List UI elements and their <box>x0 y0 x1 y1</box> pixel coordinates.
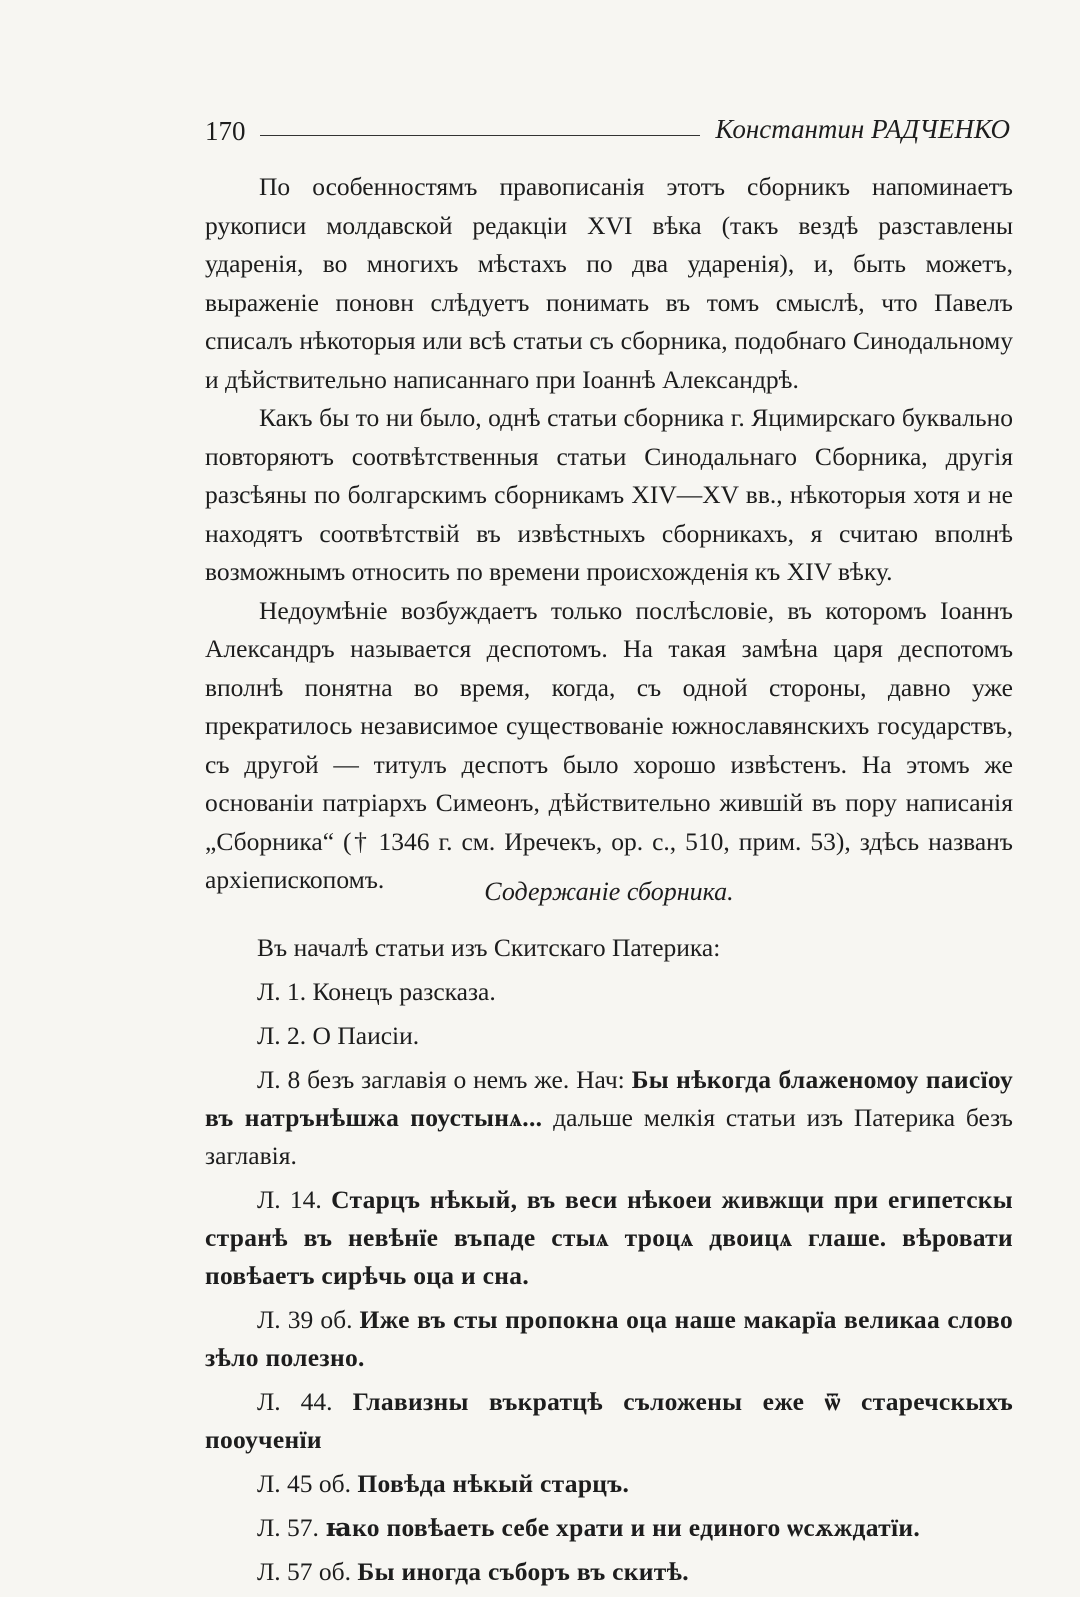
running-title-author: Константин РАДЧЕНКО <box>715 114 1010 144</box>
contents-entry <box>205 1465 1013 1503</box>
entry-tail: дальше мелкія статьи изъ Патерика безъ заглавія. <box>205 1103 1013 1170</box>
running-header <box>205 108 1010 148</box>
leaf-ref: Л. 39 об. <box>257 1305 353 1334</box>
entry-text: Конецъ разсказа. <box>312 977 496 1006</box>
main-text <box>205 168 1013 900</box>
leaf-ref: Л. 2. <box>257 1021 307 1050</box>
slavonic-title: Повѣда нѣкый старцъ. <box>357 1469 630 1498</box>
paragraph-despot: Недоумѣніе возбуждаетъ только послѣсловіе, въ которомъ Іоаннъ Александръ называется деспотомъ. На такая замѣна царя деспотомъ вполнѣ понятна во время, когда, съ одной стороны, давно уже прекратилось независимое существованіе южнославянскихъ государствъ, съ другой — титулъ деспотъ было хорошо извѣстенъ. На этомъ же основаніи патріархъ Симеонъ, дѣйствительно жившій въ пору написанія „Сборника“ († 1346 г. см. Иречекъ, ор. с., 510, прим. 53), здѣсь названъ архіепископомъ. <box>205 595 1013 894</box>
contents-entry <box>205 1181 1013 1295</box>
contents-entry <box>205 973 1013 1011</box>
entry-text: О Паисіи. <box>312 1021 420 1050</box>
contents-entry <box>205 1301 1013 1377</box>
leaf-ref: Л. 57. <box>257 1513 319 1542</box>
contents-entry <box>205 1061 1013 1175</box>
contents-section <box>205 877 1014 1597</box>
contents-entry <box>205 1553 1013 1591</box>
section-title: Содержаніе сборника. <box>484 877 734 906</box>
contents-entry <box>205 1383 1013 1459</box>
leaf-ref: Л. 14. <box>257 1185 322 1214</box>
contents-entry <box>205 1509 1013 1547</box>
paragraph-comparison: Какъ бы то ни было, однѣ статьи сборника г. Яцимирскаго буквально повторяютъ соотвѣтственныя статьи Синодальнаго Сборника, другія разсѣяны по болгарскимъ сборникамъ XIV—XV вв., нѣкоторыя хотя и не находятъ соотвѣтствій въ извѣстныхъ сборникахъ, я считаю вполнѣ возможнымъ относить по времени происхожденія къ XIV вѣку. <box>205 403 1013 586</box>
leaf-ref: Л. 8 <box>257 1065 301 1094</box>
contents-intro: Въ началѣ статьи изъ Скитскаго Патерика: <box>257 933 721 962</box>
contents-entry <box>205 1017 1013 1055</box>
slavonic-title: Старцъ нѣкый, въ веси нѣкоеи живжщи при египетскы странѣ въ невѣнїе въпаде стыѧ троцѧ двоицѧ глаше. вѣровати повѣаетъ сирѣчь оца и сна. <box>205 1185 1014 1290</box>
paragraph-orthography: По особенностямъ правописанія этотъ сборникъ напоминаетъ рукописи молдавской редакціи XVI вѣка (такъ вездѣ разставлены ударенія, во многихъ мѣстахъ по два ударенія), и, быть можетъ, выраженіе поновн слѣдуетъ понимать въ томъ смыслѣ, что Павелъ списалъ нѣкоторыя или всѣ статьи съ сборника, подобнаго Синодальному и дѣйствительно написаннаго при Іоаннѣ Александрѣ. <box>205 172 1013 394</box>
page-number: 170 <box>205 116 246 146</box>
slavonic-title: Бы иногда съборъ въ скитѣ. <box>357 1557 689 1586</box>
slavonic-title: Главизны въкратцѣ съложены еже ѿ старечскыхъ пооученїи <box>205 1387 1014 1454</box>
slavonic-title: ꙗко повѣаеть себе храти и ни единого ѡсѫждатїи. <box>325 1513 921 1542</box>
slavonic-incipit: Бы нѣкогда блаженомоу паисїоу въ натрънѣшжа поустынѧ... <box>205 1065 1013 1132</box>
leaf-ref: Л. 57 об. <box>257 1557 352 1586</box>
leaf-ref: Л. 45 об. <box>257 1469 352 1498</box>
entry-text: безъ заглавія о немъ же. Нач: <box>307 1065 625 1094</box>
leaf-ref: Л. 44. <box>257 1387 333 1416</box>
slavonic-title: Иже въ сты пропокна оца наше макарїа великаа слово зѣло полезно. <box>205 1305 1013 1372</box>
header-rule <box>260 135 700 136</box>
leaf-ref: Л. 1. <box>257 977 307 1006</box>
